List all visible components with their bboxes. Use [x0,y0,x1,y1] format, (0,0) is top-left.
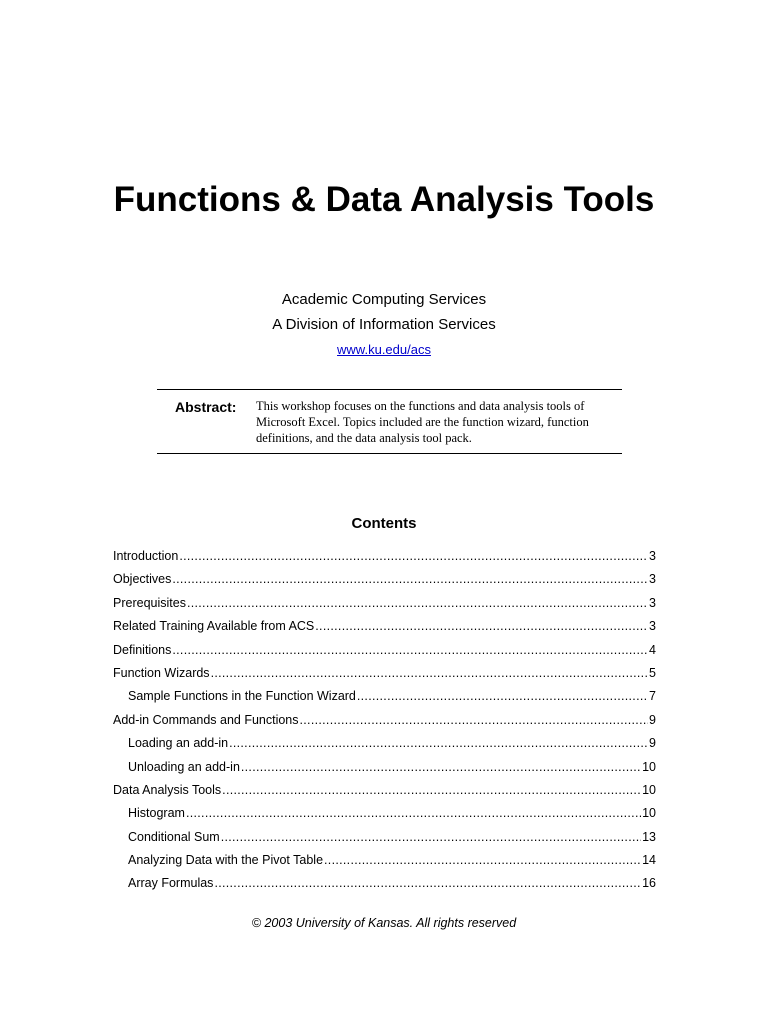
toc-entry[interactable] [113,711,656,734]
abstract-top-divider [157,389,622,390]
toc-entry[interactable] [113,617,656,640]
toc-entry-label: Function Wizards [113,665,210,680]
toc-entry-label: Conditional Sum [128,829,220,844]
toc-entry-page: 3 [649,619,656,634]
toc-entry[interactable] [113,781,656,804]
toc-entry-page: 9 [649,712,656,727]
toc-entry-label: Definitions [113,642,172,657]
toc-entry-page: 10 [642,782,656,797]
abstract-label: Abstract: [175,399,237,415]
toc-subentry[interactable] [113,851,656,874]
toc-entry[interactable] [113,547,656,570]
toc-entry[interactable] [113,664,656,687]
toc-entry-label: Analyzing Data with the Pivot Table [128,853,324,868]
toc-entry-label: Prerequisites [113,595,186,610]
toc-entry-page: 3 [649,549,656,563]
toc-entry-page: 9 [649,736,656,751]
website-link-container [0,341,768,359]
toc-leader-dots [324,851,641,869]
organization-name: Academic Computing Services [281,291,487,308]
toc-entry-page: 16 [642,876,656,891]
contents-heading: Contents [351,515,417,532]
abstract-bottom-divider [157,453,622,454]
toc-subentry[interactable] [113,758,656,781]
toc-leader-dots [222,781,641,799]
toc-entry-page: 14 [642,853,656,868]
toc-entry-page: 4 [649,642,656,657]
toc-leader-dots [172,570,648,588]
toc-entry-label: Sample Functions in the Function Wizard [128,689,356,704]
toc-entry[interactable] [113,594,656,617]
organization-division: A Division of Information Services [272,316,496,333]
toc-entry-page: 3 [649,595,656,610]
toc-entry-label: Loading an add-in [128,736,229,751]
toc-entry-page: 10 [642,806,656,821]
toc-entry-page: 7 [649,689,656,704]
toc-leader-dots [179,547,648,565]
toc-subentry[interactable] [113,734,656,757]
toc-leader-dots [229,734,648,752]
toc-leader-dots [241,758,641,776]
toc-entry-label: Introduction [113,549,179,563]
copyright-footer: © 2003 University of Kansas. All rights reserved [251,916,517,930]
toc-entry-page: 10 [642,759,656,774]
toc-entry-label: Related Training Available from ACS [113,619,315,634]
toc-leader-dots [186,804,641,822]
toc-entry-label: Histogram [128,806,185,821]
toc-entry[interactable] [113,570,656,593]
toc-subentry[interactable] [113,687,656,710]
toc-leader-dots [214,874,641,892]
toc-entry-label: Unloading an add-in [128,759,240,774]
toc-subentry[interactable] [113,828,656,851]
toc-entry-page: 13 [642,829,656,844]
abstract-text: This workshop focuses on the functions and data analysis tools of Microsoft Excel. Topics included are the function wizard, function definitions, and the data analysis tool pack. [256,399,589,445]
toc-entry-page: 5 [649,665,656,680]
toc-entry-label: Array Formulas [128,876,214,891]
toc-leader-dots [172,641,648,659]
toc-subentry[interactable] [113,874,656,897]
toc-leader-dots [187,594,648,612]
website-link[interactable]: www.ku.edu/acs [337,342,431,357]
toc-leader-dots [357,687,648,705]
table-of-contents [113,547,656,898]
toc-leader-dots [315,617,648,635]
toc-leader-dots [300,711,649,729]
toc-leader-dots [211,664,648,682]
toc-entry[interactable] [113,641,656,664]
toc-leader-dots [221,828,641,846]
toc-subentry[interactable] [113,804,656,827]
toc-entry-label: Objectives [113,572,172,587]
toc-entry-label: Data Analysis Tools [113,782,222,797]
toc-entry-page: 3 [649,572,656,587]
document-title: Functions & Data Analysis Tools [113,180,655,219]
toc-entry-label: Add-in Commands and Functions [113,712,299,727]
